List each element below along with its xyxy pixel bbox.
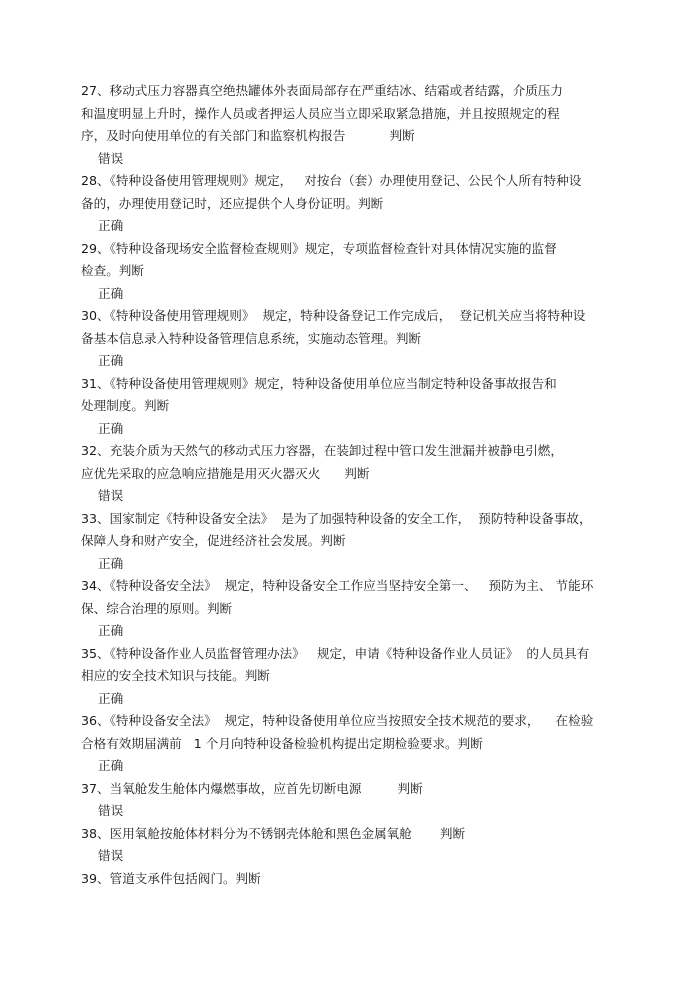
question-text: 37、当氧舱发生舱体内爆燃事故，应首先切断电源 判断 [81,780,423,796]
question-text: 39、管道支承件包括阀门。判断 [81,870,261,886]
answer-text: 错误 [98,848,124,863]
answer-text: 正确 [98,758,124,773]
answer-text: 正确 [98,623,124,638]
question-item-35 [81,643,621,711]
question-item-31 [81,373,621,441]
answer-text: 正确 [98,285,124,301]
question-text: 36、《特种设备安全法》 规定，特种设备使用单位应当按照安全技术规范的要求， 在检验 合格有效期届满前 1 个月向特种设备检验机构提出定期检验要求。判断 [81,713,594,751]
question-text: 38、医用氧舱按舱体材料分为不锈钢壳体舱和黑色金属氧舱 判断 [81,825,466,841]
question-item-38 [81,823,621,868]
question-item-34 [81,575,621,643]
answer-text: 正确 [98,353,124,368]
question-item-29 [81,238,621,306]
question-text: 27、移动式压力容器真空绝热罐体外表面局部存在严重结冰、结霜或者结露，介质压力 和温度明显上升时，操作人员或者押运人员应当立即采取紧急措施，并且按照规定的程 序，及时向使用单位的有关部门和监察机构报告 判断 [81,83,563,143]
question-text: 28、《特种设备使用管理规则》规定， 对按台（套）办理使用登记、公民个人所有特种设 备的，办理使用登记时，还应提供个人身份证明。判断 [81,173,582,211]
question-item-36 [81,710,621,778]
answer-text: 正确 [98,420,124,436]
answer-text: 正确 [98,218,124,233]
question-item-28 [81,170,621,238]
question-item-33 [81,508,621,576]
answer-text: 正确 [98,555,124,571]
question-text: 29、《特种设备现场安全监督检查规则》规定，专项监督检查针对具体情况实施的监督 检查。判断 [81,240,557,278]
answer-text: 错误 [98,488,124,503]
question-text: 31、《特种设备使用管理规则》规定，特种设备使用单位应当制定特种设备事故报告和 处理制度。判断 [81,375,557,413]
answer-text: 错误 [98,803,124,818]
question-item-37 [81,778,621,823]
question-text: 34、《特种设备安全法》 规定，特种设备安全工作应当坚持安全第一、 预防为主、 节能环 保、综合治理的原则。判断 [81,578,594,616]
question-list [81,80,621,890]
question-item-39 [81,868,621,891]
question-item-27 [81,80,621,170]
question-item-30 [81,305,621,373]
question-text: 33、国家制定《特种设备安全法》 是为了加强特种设备的安全工作， 预防特种设备事故， 保障人身和财产安全，促进经济社会发展。判断 [81,510,592,548]
answer-text: 错误 [98,150,124,166]
question-item-32 [81,440,621,508]
question-text: 32、充装介质为天然气的移动式压力容器，在装卸过程中管口发生泄漏并被静电引燃， 应优先采取的应急响应措施是用灭火器灭火 判断 [81,443,563,481]
question-text: 30、《特种设备使用管理规则》 规定，特种设备登记工作完成后， 登记机关应当将特种设 备基本信息录入特种设备管理信息系统，实施动态管理。判断 [81,308,586,346]
question-text: 35、《特种设备作业人员监督管理办法》 规定，申请《特种设备作业人员证》 的人员具有 相应的安全技术知识与技能。判断 [81,645,590,683]
answer-text: 正确 [98,690,124,706]
